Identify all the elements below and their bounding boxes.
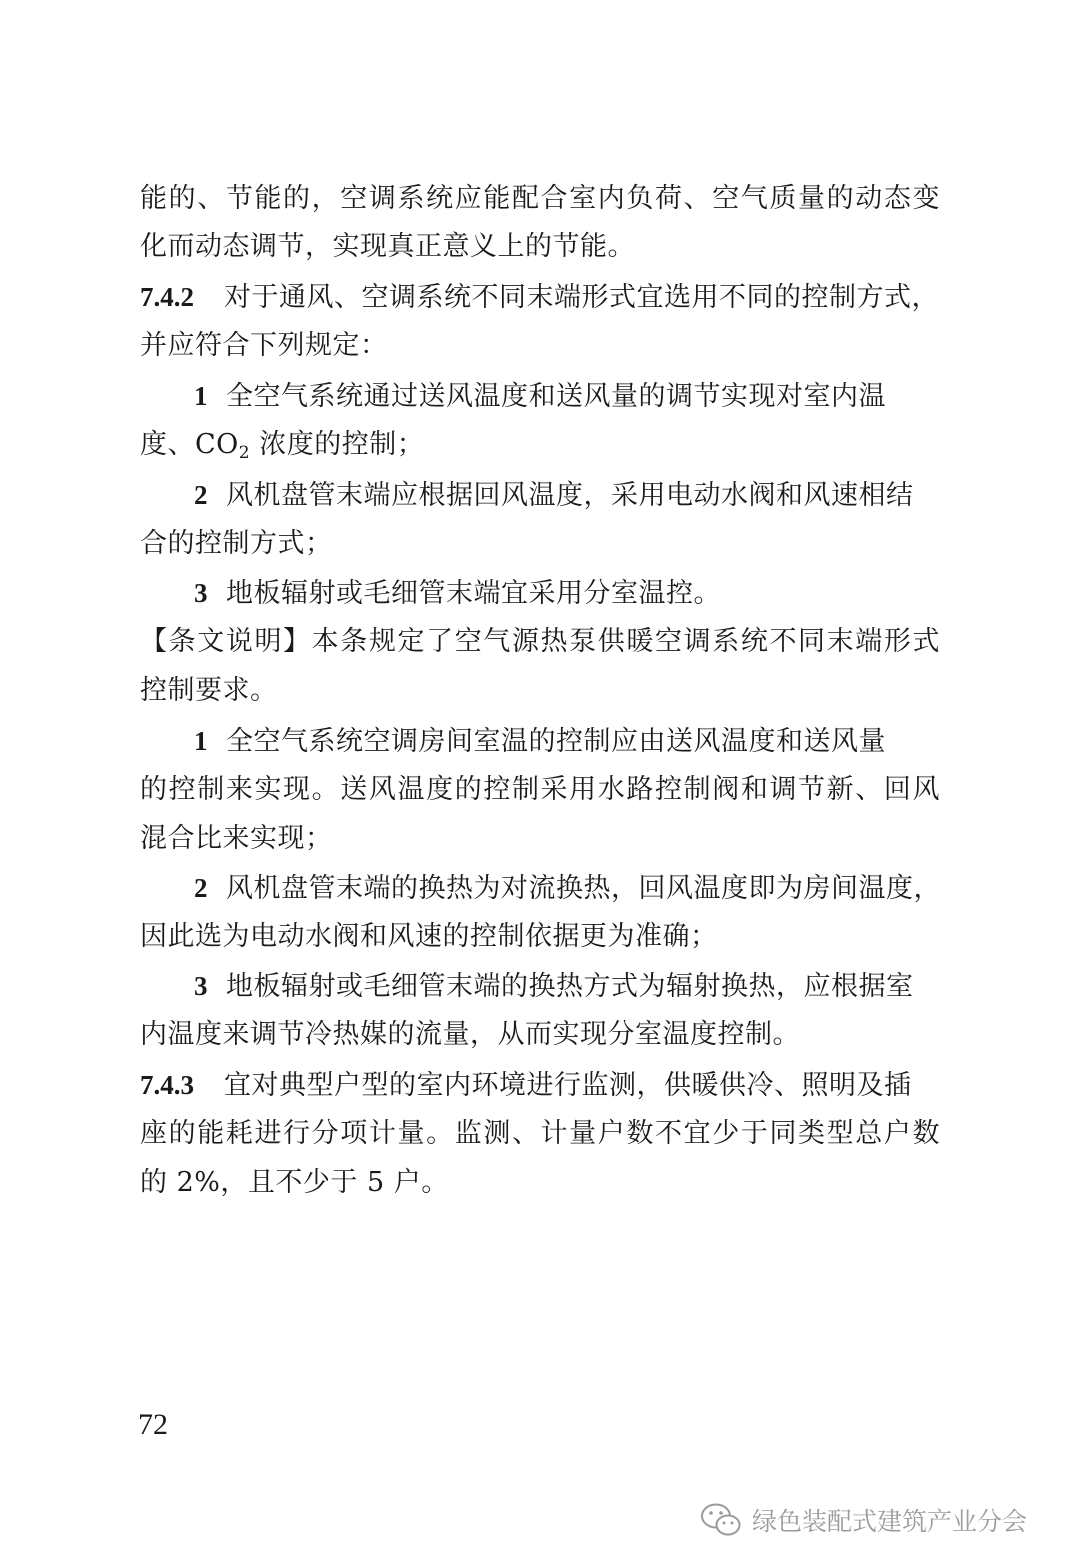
subscript: 2	[238, 443, 251, 463]
clause-text: 对于通风、空调系统不同末端形式宜选用不同的控制方式，	[224, 282, 939, 313]
item-text: 全空气系统空调房间室温的控制应由送风温度和送风量	[226, 726, 886, 757]
text-line: 的控制来实现。送风温度的控制采用水路控制阀和调节新、回风	[140, 774, 940, 805]
text-line: 合的控制方式；	[140, 528, 333, 559]
clause-number: 7.4.3	[140, 1070, 194, 1100]
text-line: 化而动态调节，实现真正意义上的节能。	[140, 231, 635, 262]
clause-7-4-3	[140, 1068, 940, 1103]
item-number: 3	[194, 971, 208, 1001]
item-text: 地板辐射或毛细管末端宜采用分室温控。	[226, 578, 721, 609]
item-text: 风机盘管末端的换热为对流换热，回风温度即为房间温度，	[226, 873, 941, 904]
text-line: 混合比来实现；	[140, 823, 333, 854]
text-segment: 浓度的控制；	[250, 429, 425, 460]
item-number: 2	[194, 873, 208, 903]
text-line: 座的能耗进行分项计量。监测、计量户数不宜少于同类型总户数	[140, 1118, 940, 1149]
watermark-text: 绿色装配式建筑产业分会	[752, 1507, 1028, 1536]
text-line: 并应符合下列规定：	[140, 330, 388, 361]
list-item	[194, 969, 940, 1004]
item-text: 全空气系统通过送风温度和送风量的调节实现对室内温	[226, 381, 886, 412]
item-text: 风机盘管末端应根据回风温度，采用电动水阀和风速相结	[226, 480, 914, 511]
list-item	[194, 478, 940, 513]
item-number: 3	[194, 578, 208, 608]
wechat-icon	[700, 1502, 742, 1538]
text-line: 能的、节能的，空调系统应能配合室内负荷、空气质量的动态变	[140, 183, 940, 214]
list-item	[194, 379, 940, 414]
text-line: 的 2%，且不少于 5 户。	[140, 1167, 449, 1198]
watermark	[700, 1500, 1027, 1540]
list-item	[194, 576, 940, 611]
text-line: 控制要求。	[140, 675, 278, 706]
list-item	[194, 871, 940, 906]
clause-number: 7.4.2	[140, 282, 194, 312]
page-number: 72	[138, 1408, 168, 1441]
text-line: 内温度来调节冷热媒的流量，从而实现分室温度控制。	[140, 1019, 800, 1050]
text-segment: 度、CO	[140, 429, 239, 460]
clause-7-4-2	[140, 280, 940, 315]
item-text: 地板辐射或毛细管末端的换热方式为辐射换热，应根据室	[226, 971, 914, 1002]
note-heading: 【条文说明】本条规定了空气源热泵供暖空调系统不同末端形式	[140, 626, 940, 657]
item-number: 1	[194, 381, 208, 411]
item-number: 2	[194, 480, 208, 510]
clause-text: 宜对典型户型的室内环境进行监测，供暖供冷、照明及插	[224, 1070, 912, 1101]
list-item	[194, 724, 940, 759]
text-line: 因此选为电动水阀和风速的控制依据更为准确；	[140, 921, 718, 952]
text-line	[140, 428, 940, 462]
item-number: 1	[194, 726, 208, 756]
